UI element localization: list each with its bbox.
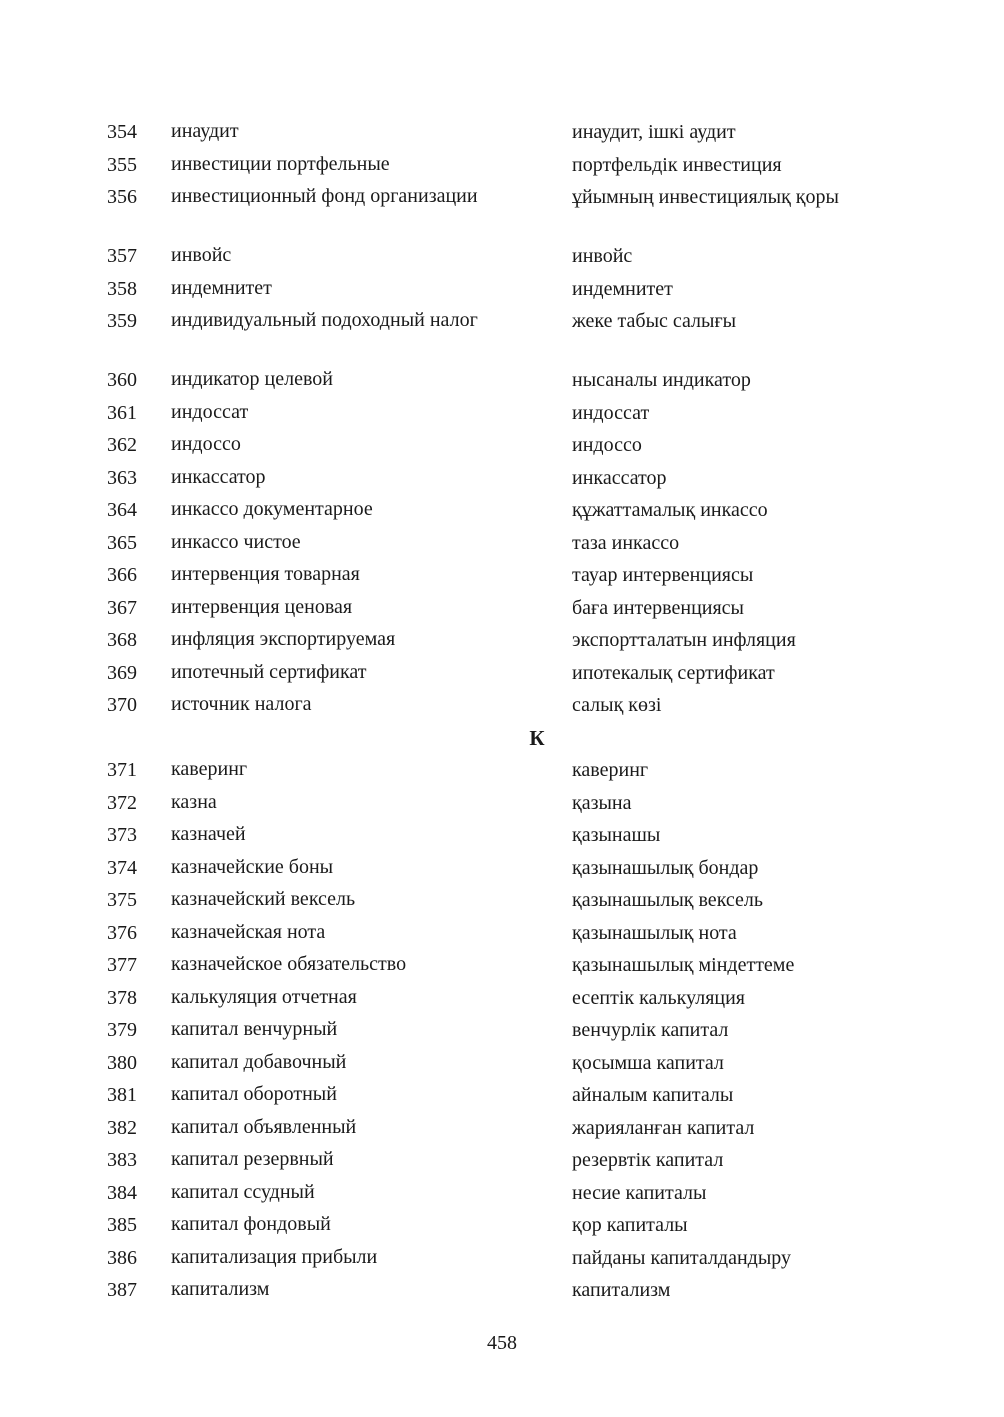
entry-number: 384 — [107, 1181, 137, 1204]
entry-number: 386 — [107, 1246, 137, 1269]
kazakh-term: тауар интервенциясы — [572, 564, 754, 586]
kazakh-term: индемнитет — [572, 277, 673, 300]
glossary-row — [0, 623, 1004, 656]
glossary-row — [0, 656, 1004, 689]
kazakh-term: венчурлік капитал — [572, 1019, 729, 1041]
entry-number: 382 — [107, 1116, 137, 1139]
russian-term: индикатор целевой — [171, 368, 333, 390]
entry-number: 362 — [107, 434, 137, 456]
kazakh-term: инаудит, ішкі аудит — [572, 121, 736, 143]
glossary-row — [0, 493, 1004, 526]
kazakh-term: қосымша капитал — [572, 1051, 724, 1074]
glossary-row — [0, 428, 1004, 461]
kazakh-term: қазынашылық вексель — [572, 889, 764, 911]
kazakh-term: капитализм — [572, 1279, 671, 1301]
glossary-row — [0, 688, 1004, 721]
entry-number: 376 — [107, 921, 137, 944]
russian-term: казначейский вексель — [171, 888, 356, 910]
kazakh-term: резервтік капитал — [572, 1149, 724, 1171]
glossary-row — [0, 883, 1004, 916]
entry-number: 365 — [107, 531, 137, 554]
glossary-row — [0, 786, 1004, 819]
kazakh-term: нысаналы индикатор — [572, 369, 751, 391]
glossary-row — [0, 1013, 1004, 1046]
russian-term: капитал объявленный — [171, 1115, 357, 1138]
glossary-row — [0, 396, 1004, 429]
entry-number: 366 — [107, 564, 137, 586]
glossary-row — [0, 148, 1004, 181]
glossary-row — [0, 526, 1004, 559]
page-number: 458 — [487, 1332, 517, 1354]
russian-term: капитал добавочный — [171, 1050, 347, 1073]
kazakh-term: жарияланған капитал — [572, 1116, 755, 1139]
russian-term: инфляция экспортируемая — [171, 628, 396, 650]
glossary-row — [0, 304, 1004, 363]
glossary-row — [0, 1046, 1004, 1079]
entry-number: 361 — [107, 401, 137, 424]
russian-term: инкассо документарное — [171, 498, 373, 520]
entry-number: 368 — [107, 629, 137, 651]
glossary-row — [0, 239, 1004, 272]
glossary-row — [0, 1078, 1004, 1111]
glossary-row — [0, 591, 1004, 624]
entry-number: 385 — [107, 1214, 137, 1236]
glossary-row — [0, 558, 1004, 591]
entry-number: 377 — [107, 954, 137, 976]
entry-number: 369 — [107, 661, 137, 684]
glossary-row — [0, 1176, 1004, 1209]
russian-term: индоссо — [171, 433, 241, 455]
glossary-row — [0, 981, 1004, 1014]
russian-term: казначейское обязательство — [171, 953, 407, 975]
russian-term: индоссат — [171, 400, 249, 423]
entry-number: 375 — [107, 889, 137, 911]
glossary-row — [0, 1273, 1004, 1306]
glossary-row — [0, 818, 1004, 851]
section-letter-heading — [0, 721, 1004, 754]
russian-term: инкассатор — [171, 465, 266, 488]
entry-number: 381 — [107, 1084, 137, 1106]
russian-term: инвойс — [171, 244, 232, 266]
glossary-row — [0, 1111, 1004, 1144]
entry-number: 373 — [107, 824, 137, 846]
russian-term: индемнитет — [171, 276, 272, 299]
entry-number: 364 — [107, 499, 137, 521]
russian-term: капитал венчурный — [171, 1018, 338, 1040]
entry-number: 370 — [107, 694, 137, 716]
russian-term: инвестиции портфельные — [171, 152, 390, 175]
kazakh-term: таза инкассо — [572, 531, 680, 554]
russian-term: индивидуальный подоходный налог — [171, 309, 478, 331]
entry-number: 380 — [107, 1051, 137, 1074]
russian-term: калькуляция отчетная — [171, 985, 357, 1008]
russian-term: инаудит — [171, 120, 239, 142]
entry-number: 372 — [107, 791, 137, 814]
entry-number: 357 — [107, 245, 137, 267]
russian-term: капитал ссудный — [171, 1180, 315, 1203]
russian-term: инкассо чистое — [171, 530, 301, 553]
glossary-table — [0, 115, 1004, 1306]
russian-term: капитализм — [171, 1278, 270, 1300]
kazakh-term: ипотекалық сертификат — [572, 661, 775, 684]
glossary-row — [0, 1241, 1004, 1274]
russian-term: капитал оборотный — [171, 1083, 337, 1105]
entry-number: 371 — [107, 759, 137, 781]
russian-term: казначейские боны — [171, 855, 334, 878]
kazakh-term: ұйымның инвестициялық қоры — [572, 186, 839, 208]
russian-term: капитал фондовый — [171, 1213, 331, 1235]
kazakh-term: инкассатор — [572, 466, 667, 489]
glossary-row — [0, 1208, 1004, 1241]
russian-term: ипотечный сертификат — [171, 660, 367, 683]
entry-number: 378 — [107, 986, 137, 1009]
kazakh-term: қазынашылық нота — [572, 921, 737, 944]
glossary-row — [0, 916, 1004, 949]
kazakh-term: салық көзі — [572, 694, 662, 716]
kazakh-term: қор капиталы — [572, 1214, 688, 1236]
entry-number: 387 — [107, 1279, 137, 1301]
kazakh-term: баға интервенциясы — [572, 596, 744, 619]
russian-term: интервенция товарная — [171, 563, 360, 585]
kazakh-term: инвойс — [572, 245, 633, 267]
entry-number: 358 — [107, 277, 137, 300]
kazakh-term: құжаттамалық инкассо — [572, 499, 768, 521]
russian-term: казна — [171, 790, 217, 813]
russian-term: каверинг — [171, 758, 248, 780]
entry-number: 360 — [107, 369, 137, 391]
glossary-row — [0, 363, 1004, 396]
kazakh-term: қазынашы — [572, 824, 661, 846]
kazakh-term: несие капиталы — [572, 1181, 707, 1204]
glossary-row — [0, 948, 1004, 981]
kazakh-term: индоссат — [572, 401, 650, 424]
russian-term: интервенция ценовая — [171, 595, 353, 618]
entry-number: 359 — [107, 310, 137, 332]
kazakh-term: экспортталатын инфляция — [572, 629, 796, 651]
entry-number: 356 — [107, 186, 137, 208]
glossary-row — [0, 753, 1004, 786]
kazakh-term: қазынашылық бондар — [572, 856, 759, 879]
entry-number: 355 — [107, 153, 137, 176]
entry-number: 383 — [107, 1149, 137, 1171]
entry-number: 379 — [107, 1019, 137, 1041]
kazakh-term: есептік калькуляция — [572, 986, 745, 1009]
kazakh-term: индоссо — [572, 434, 642, 456]
glossary-row — [0, 1143, 1004, 1176]
russian-term: источник налога — [171, 693, 312, 715]
entry-number: 354 — [107, 121, 137, 143]
kazakh-term: жеке табыс салығы — [572, 310, 737, 332]
section-letter: К — [529, 725, 545, 750]
entry-number: 374 — [107, 856, 137, 879]
entry-number: 367 — [107, 596, 137, 619]
glossary-row — [0, 115, 1004, 148]
kazakh-term: қазына — [572, 791, 632, 814]
russian-term: инвестиционный фонд организации — [171, 185, 478, 207]
kazakh-term: қазынашылық міндеттеме — [572, 954, 795, 976]
glossary-row — [0, 461, 1004, 494]
russian-term: казначей — [171, 823, 246, 845]
russian-term: казначейская нота — [171, 920, 326, 943]
entry-number: 363 — [107, 466, 137, 489]
kazakh-term: айналым капиталы — [572, 1084, 734, 1106]
glossary-row — [0, 851, 1004, 884]
russian-term: капитал резервный — [171, 1148, 334, 1170]
glossary-row — [0, 180, 1004, 239]
kazakh-term: каверинг — [572, 759, 649, 781]
kazakh-term: пайданы капиталдандыру — [572, 1246, 792, 1269]
russian-term: капитализация прибыли — [171, 1245, 378, 1268]
glossary-row — [0, 272, 1004, 305]
kazakh-term: портфельдік инвестиция — [572, 153, 782, 176]
